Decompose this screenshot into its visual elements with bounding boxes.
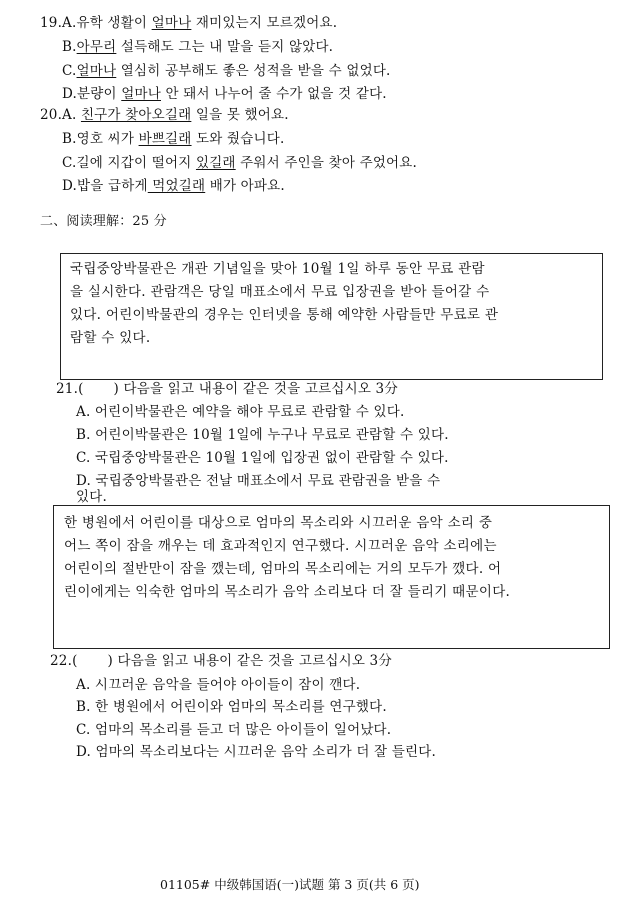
passage-line: 어느 쪽이 잠을 깨우는 데 효과적인지 연구했다. 시끄러운 음악 소리에는 (64, 538, 497, 554)
underlined-word: 아무리 (76, 39, 117, 55)
passage-line: 있다. 어린이박물관의 경우는 인터넷을 통해 예약한 사람들만 무료로 관 (70, 307, 499, 323)
q21-number: 21. (56, 381, 79, 397)
passage-line: 린이에게는 익숙한 엄마의 목소리가 음악 소리보다 더 잘 들리기 때문이다. (64, 584, 511, 600)
q21-prompt: 21.( ) 다음을 읽고 내용이 같은 것을 고르십시오 3分 (56, 381, 399, 397)
q22-number: 22. (50, 653, 73, 669)
underlined-word: 있길래 (195, 155, 236, 171)
q19-option-a: 19.A.유학 생활이 얼마나 재미있는지 모르겠어요. (40, 15, 338, 31)
q22-option-d: D. 엄마의 목소리보다는 시끄러운 음악 소리가 더 잘 들린다. (76, 744, 436, 760)
q21-option-d: D. 국립중앙박물관은 전날 매표소에서 무료 관람권을 받을 수 (76, 473, 441, 489)
underlined-word: 먹었길래 (147, 178, 206, 194)
underlined-word: 친구가 찾아오길래 (80, 107, 192, 123)
passage-line: 한 병원에서 어린이를 대상으로 엄마의 목소리와 시끄러운 음악 소리 중 (64, 515, 493, 531)
q21-option-b: B. 어린이박물관은 10월 1일에 누구나 무료로 관람할 수 있다. (76, 427, 449, 443)
q20-number: 20. (40, 107, 63, 123)
q20-option-b: B.영호 씨가 바쁘길래 도와 줬습니다. (62, 131, 285, 147)
passage-box-2 (53, 505, 610, 649)
q19-option-b: B.아무리 설득해도 그는 내 말을 듣지 않았다. (62, 39, 334, 55)
q19-option-c: C.얼마나 열심히 공부해도 좋은 성적을 받을 수 없었다. (62, 63, 391, 79)
passage-line: 어린이의 절반만이 잠을 깼는데, 엄마의 목소리에는 거의 모두가 깼다. 어 (64, 561, 502, 577)
q19-option-d: D.분량이 얼마나 안 돼서 나누어 줄 수가 없을 것 같다. (62, 86, 387, 102)
page-footer: 01105# 中级韩国语(一)试题 第 3 页(共 6 页) (160, 877, 420, 892)
q20-option-c: C.길에 지갑이 떨어지 있길래 주워서 주인을 찾아 주었어요. (62, 155, 418, 171)
passage-box-1 (60, 253, 603, 380)
q20-option-a: 20.A. 친구가 찾아오길래 일을 못 했어요. (40, 107, 289, 123)
underlined-word: 얼마나 (121, 86, 161, 102)
q22-option-b: B. 한 병원에서 어린이와 엄마의 목소리를 연구했다. (76, 699, 387, 715)
q20-option-d: D.밥을 급하게 먹었길래 배가 아파요. (62, 178, 285, 194)
underlined-word: 바쁘길래 (138, 131, 192, 147)
q21-option-a: A. 어린이박물관은 예약을 해야 무료로 관람할 수 있다. (76, 404, 405, 420)
passage-line: 람할 수 있다. (70, 330, 151, 346)
passage-line: 국립중앙박물관은 개관 기념일을 맞아 10월 1일 하루 동안 무료 관람 (70, 261, 485, 277)
q22-option-a: A. 시끄러운 음악을 들어야 아이들이 잠이 깬다. (76, 677, 361, 693)
underlined-word: 얼마나 (151, 15, 192, 31)
q19-number: 19. (40, 15, 63, 31)
q22-prompt: 22.( ) 다음을 읽고 내용이 같은 것을 고르십시오 3分 (50, 653, 393, 669)
underlined-word: 얼마나 (76, 63, 117, 79)
q21-option-d-cont: 있다. (76, 489, 107, 505)
passage-line: 을 실시한다. 관람객은 당일 매표소에서 무료 입장권을 받아 들어갈 수 (70, 284, 490, 300)
q22-option-c: C. 엄마의 목소리를 듣고 더 많은 아이들이 일어났다. (76, 722, 392, 738)
q21-option-c: C. 국립중앙박물관은 10월 1일에 입장권 없이 관람할 수 있다. (76, 450, 449, 466)
section-title: 二、阅读理解：25 分 (40, 214, 167, 229)
